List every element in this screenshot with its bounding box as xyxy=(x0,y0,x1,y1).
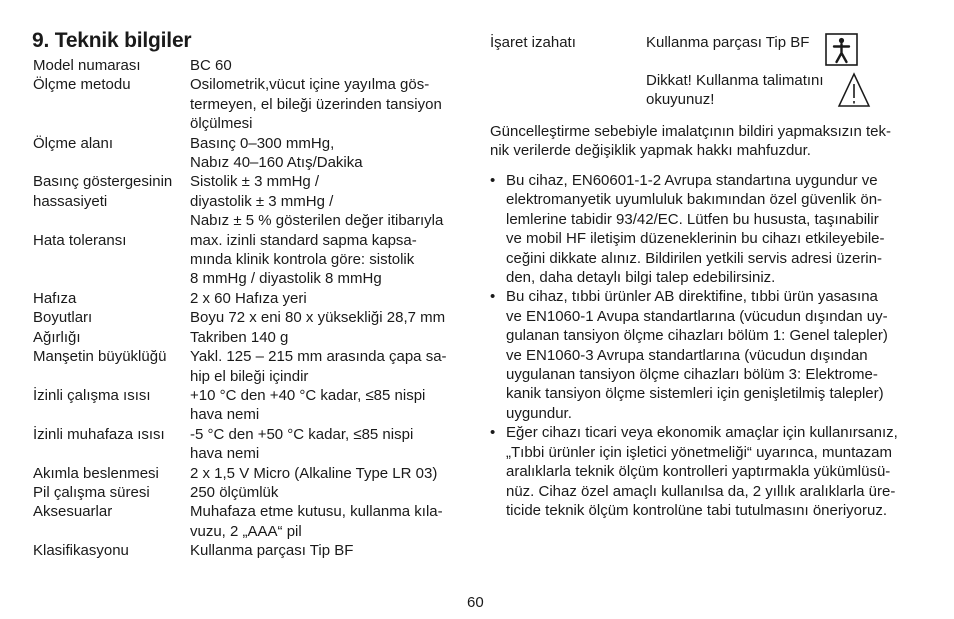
bullet-text-line: Bu cihaz, tıbbi ürünler AB direktifine, tıbbi ürün yasasına xyxy=(506,288,878,306)
spec-row xyxy=(33,308,469,327)
bullet-text xyxy=(506,423,898,520)
update-note-line: nik verilerde değişiklik yapmak hakkı mahfuzdur. xyxy=(490,142,811,160)
spec-label: Aksesuarlar xyxy=(33,503,113,521)
spec-value-line: Kullanma parçası Tip BF xyxy=(190,542,354,560)
bullet-text-line: ve EN1060-3 Avrupa standartlarına (vücudun dışından xyxy=(506,346,868,364)
spec-row xyxy=(33,483,469,502)
spec-value xyxy=(190,134,469,173)
spec-row xyxy=(33,172,469,191)
spec-row xyxy=(33,192,469,231)
spec-row xyxy=(33,541,469,560)
bf-symbol-text: Kullanma parçası Tip BF xyxy=(646,34,810,51)
spec-value-line: 8 mmHg / diyastolik 8 mmHg xyxy=(190,270,382,288)
spec-value xyxy=(190,386,469,425)
spec-value-line: +10 °C den +40 °C kadar, ≤85 nispi xyxy=(190,386,426,404)
spec-value xyxy=(190,541,469,560)
spec-label: Pil çalışma süresi xyxy=(33,483,150,501)
spec-value-line: mında klinik kontrola göre: sistolik xyxy=(190,251,415,269)
spec-row xyxy=(33,328,469,347)
spec-value-line: 2 x 60 Hafıza yeri xyxy=(190,289,307,307)
spec-value-line: BC 60 xyxy=(190,57,232,74)
bullet-text-line: elektromanyetik uyumluluk bakımından özel güvenlik ön- xyxy=(506,191,883,209)
spec-label: İzinli çalışma ısısı xyxy=(33,386,151,404)
bullet-text-line: gulanan tansiyon ölçme cihazları bölüm 1: Genel talepler) xyxy=(506,327,888,345)
spec-value xyxy=(190,483,469,502)
bullet-mark: • xyxy=(490,424,496,442)
bullet-text-line: „Tıbbi ürünler için işletici yönetmeliği“ uyarınca, muntazam xyxy=(506,443,892,461)
spec-label: Hafıza xyxy=(33,289,77,307)
spec-row xyxy=(33,75,469,133)
spec-value-line: Sistolik ± 3 mmHg / xyxy=(190,173,320,191)
spec-value xyxy=(190,192,469,231)
spec-label: Model numarası xyxy=(33,57,141,74)
spec-row xyxy=(33,134,469,173)
spec-row xyxy=(33,502,469,541)
spec-value xyxy=(190,289,469,308)
spec-label: Manşetin büyüklüğü xyxy=(33,348,167,366)
spec-value-line: Basınç 0–300 mmHg, xyxy=(190,134,335,152)
bullet-text-line: den, daha detaylı bilgi talep edebilirsiniz. xyxy=(506,269,776,287)
warning-text-line: okuyunuz! xyxy=(646,91,715,109)
spec-label: Ölçme metodu xyxy=(33,76,131,94)
spec-value-line: vuzu, 2 „AAA“ pil xyxy=(190,522,302,540)
body-type-bf-icon xyxy=(825,33,858,66)
spec-value-line: max. izinli standard sapma kapsa- xyxy=(190,231,417,249)
spec-label: Klasifikasyonu xyxy=(33,542,129,560)
spec-value-line: 2 x 1,5 V Micro (Alkaline Type LR 03) xyxy=(190,464,438,482)
spec-value xyxy=(190,464,469,483)
spec-label: Basınç göstergesinin xyxy=(33,173,173,191)
spec-value xyxy=(190,347,469,386)
spec-value xyxy=(190,308,469,327)
bullet-item xyxy=(490,171,898,287)
spec-value xyxy=(190,56,469,75)
spec-label: Hata toleransı xyxy=(33,231,127,249)
bullet-text-line: lemlerine tabidir 93/42/EC. Lütfen bu hususta, taşınabilir xyxy=(506,210,879,228)
spec-row xyxy=(33,289,469,308)
page-number: 60 xyxy=(467,594,484,611)
spec-row xyxy=(33,464,469,483)
bullet-text-line: kanik tansiyon ölçme sistemleri için genişletilmiş talepler) xyxy=(506,385,884,403)
spec-value-line: 250 ölçümlük xyxy=(190,483,279,501)
warning-symbol-text xyxy=(646,71,824,110)
spec-row xyxy=(33,386,469,425)
bullet-text-line: ve mobil HF iletişim düzeneklerinin bu cihazı etkileyebile- xyxy=(506,230,885,248)
bullet-text-line: uygundur. xyxy=(506,404,572,422)
spec-value-line: Takriben 140 g xyxy=(190,328,289,346)
bullet-text-line: ve EN1060-1 Avupa standartlarına (vücudun dışından uy- xyxy=(506,307,888,325)
spec-value-line: diyastolik ± 3 mmHg / xyxy=(190,192,334,210)
spec-label: Ölçme alanı xyxy=(33,134,114,152)
update-note-line: Güncelleştirme sebebiyle imalatçının bildiri yapmaksızın tek- xyxy=(490,123,891,140)
spec-value xyxy=(190,502,469,541)
spec-value-line: hava nemi xyxy=(190,445,260,463)
page-title: 9. Teknik bilgiler xyxy=(32,29,192,52)
bullet-list xyxy=(490,171,898,520)
symbol-legend-label: İşaret izahatı xyxy=(490,34,576,51)
bullet-item xyxy=(490,287,898,423)
spec-value-line: ölçülmesi xyxy=(190,115,253,133)
spec-value xyxy=(190,328,469,347)
bullet-text-line: nüz. Cihaz özel amaçlı kullanılsa da, 2 yıllık aralıklarla üre- xyxy=(506,482,896,500)
spec-value-line: hip el bileği içindir xyxy=(190,367,309,385)
spec-value-line: Muhafaza etme kutusu, kullanma kıla- xyxy=(190,503,443,521)
spec-value xyxy=(190,425,469,464)
spec-row xyxy=(33,425,469,464)
bullet-mark: • xyxy=(490,288,496,306)
bullet-mark: • xyxy=(490,172,496,189)
spec-value-line: Nabız 40–160 Atış/Dakika xyxy=(190,154,363,172)
spec-value xyxy=(190,75,469,133)
bullet-text-line: ticide teknik ölçüm kontrolüne tabi tutulmasını öneriyoruz. xyxy=(506,501,888,519)
spec-value-line: Osilometrik,vücut içine yayılma gös- xyxy=(190,76,430,94)
spec-label: Ağırlığı xyxy=(33,328,81,346)
bullet-text-line: ceğini dikkate alınız. Bildirilen yetkili servis adresi üzerin- xyxy=(506,249,882,267)
spec-value-line: Nabız ± 5 % gösterilen değer itibarıyla xyxy=(190,212,444,230)
spec-value-line: hava nemi xyxy=(190,406,260,424)
spec-value-line: termeyen, el bileği üzerinden tansiyon xyxy=(190,95,442,113)
spec-row xyxy=(33,231,469,289)
spec-value-line: -5 °C den +50 °C kadar, ≤85 nispi xyxy=(190,425,414,443)
spec-table xyxy=(33,56,469,561)
spec-label: Boyutları xyxy=(33,309,93,327)
spec-value xyxy=(190,172,469,191)
update-note xyxy=(490,122,891,161)
bullet-text-line: Bu cihaz, EN60601-1-2 Avrupa standartına uygundur ve xyxy=(506,172,878,189)
spec-label: Akımla beslenmesi xyxy=(33,464,159,482)
bullet-text xyxy=(506,171,885,287)
bullet-text-line: Eğer cihazı ticari veya ekonomik amaçlar için kullanırsanız, xyxy=(506,424,898,442)
bullet-text-line: aralıklarla teknik ölçüm kontrolleri yaptırmakla yükümlüsü- xyxy=(506,463,891,481)
spec-value xyxy=(190,231,469,289)
spec-value-line: Boyu 72 x eni 80 x yüksekliği 28,7 mm xyxy=(190,309,446,327)
spec-label: hassasiyeti xyxy=(33,192,108,210)
spec-row xyxy=(33,347,469,386)
spec-row xyxy=(33,56,469,75)
spec-label: İzinli muhafaza ısısı xyxy=(33,425,165,443)
warning-text-line: Dikkat! Kullanma talimatını xyxy=(646,72,824,89)
bullet-text-line: uygulanan tansiyon ölçme cihazları bölüm 3: Elektrome- xyxy=(506,366,878,384)
warning-triangle-icon xyxy=(837,72,871,108)
spec-value-line: Yakl. 125 – 215 mm arasında çapa sa- xyxy=(190,348,447,366)
bullet-item xyxy=(490,423,898,520)
bullet-text xyxy=(506,287,888,423)
